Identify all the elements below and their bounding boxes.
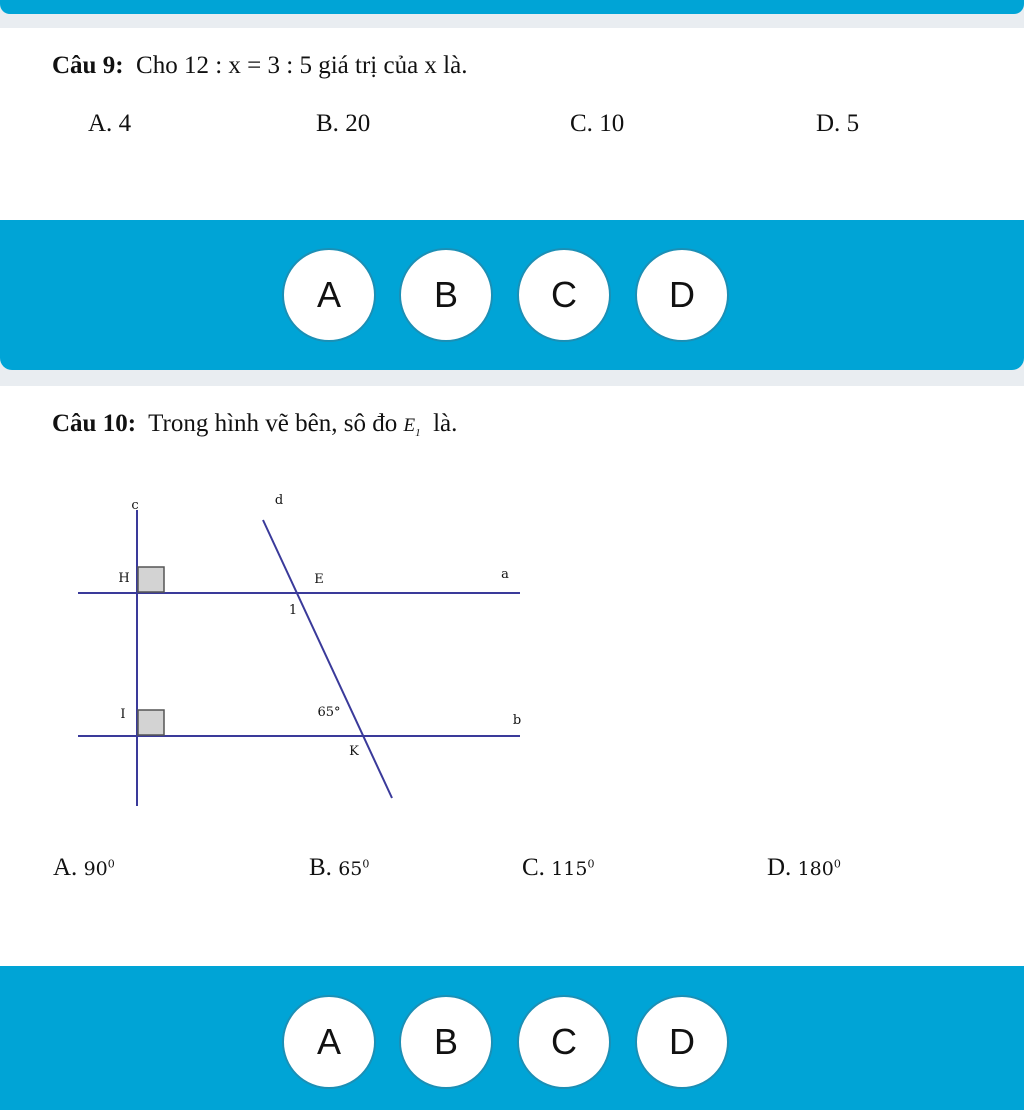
answer-d-button-q10[interactable]: D (635, 995, 729, 1089)
label-h: H (118, 571, 130, 586)
answer-b-button-q10[interactable]: B (399, 995, 493, 1089)
q10-option-a: A. $90^0$ (53, 854, 115, 881)
e1-symbol: $E_1$ (403, 415, 421, 439)
q9-option-d: D. 5 (816, 110, 860, 137)
answer-c-button-q10[interactable]: C (517, 995, 611, 1089)
answer-c-button-q9[interactable]: C (517, 248, 611, 342)
right-angle-i-marker (138, 710, 164, 735)
answer-bar-q10 (0, 966, 1024, 1110)
label-k: K (349, 744, 359, 759)
line-d (263, 520, 392, 798)
q10-option-b: B. $65^0$ (309, 854, 370, 881)
question-9-card (0, 28, 1024, 223)
question-10-label: Câu 10: (52, 410, 137, 437)
label-a: a (501, 567, 509, 582)
answer-bar-q9 (0, 220, 1024, 370)
question-10-body: Trong hình vẽ bên, sô đo (148, 410, 398, 437)
question-9-body: Cho 12 : x = 3 : 5 giá trị của x là. (136, 52, 468, 79)
answer-a-button-q10[interactable]: A (282, 995, 376, 1089)
question-10-body-end: là. (433, 410, 458, 437)
answer-d-button-q9[interactable]: D (635, 248, 729, 342)
right-angle-h-marker (138, 567, 164, 592)
q9-option-b: B. 20 (316, 110, 371, 137)
q10-option-c: C. $115^0$ (522, 854, 595, 881)
label-c: c (131, 498, 139, 513)
label-e: E (314, 572, 324, 587)
label-angle-65: 65° (317, 705, 341, 720)
q9-option-a: A. 4 (88, 110, 132, 137)
q10-option-d: D. $180^0$ (767, 854, 841, 881)
answer-a-button-q9[interactable]: A (282, 248, 376, 342)
question-10-card (0, 386, 1024, 968)
label-b: b (512, 713, 522, 728)
question-9-label: Câu 9: (52, 52, 124, 79)
q9-option-c: C. 10 (570, 110, 625, 137)
label-1: 1 (288, 603, 298, 618)
geometry-figure (0, 386, 1024, 846)
question-9-text (52, 52, 467, 80)
answer-b-button-q9[interactable]: B (399, 248, 493, 342)
label-d: d (274, 493, 284, 508)
top-bar (0, 0, 1024, 14)
label-i: I (120, 707, 126, 722)
